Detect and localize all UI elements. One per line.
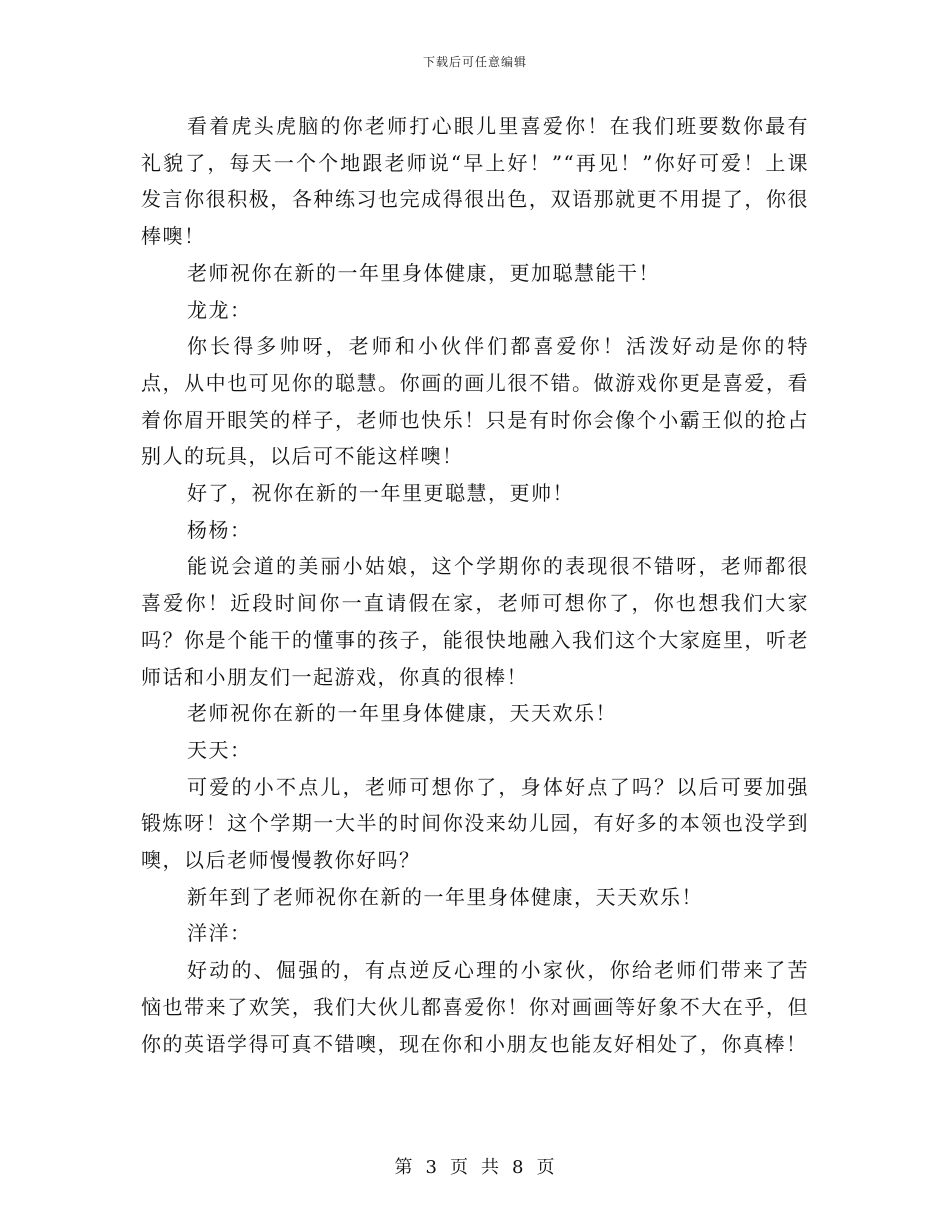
section-heading: 龙龙： — [187, 297, 252, 322]
page-footer — [0, 1153, 950, 1179]
paragraph: 好了，祝你在新的一年里更聪慧，更帅！ — [187, 481, 574, 506]
footer-total-word: 共 — [481, 1157, 500, 1178]
section-heading: 杨杨： — [187, 517, 252, 542]
paragraph: 老师祝你在新的一年里身体健康，天天欢乐！ — [187, 701, 617, 726]
footer-page-word: 页 — [450, 1157, 469, 1178]
current-page-number: 3 — [425, 1157, 438, 1178]
page-header: 下载后可任意编辑 — [422, 55, 527, 69]
total-pages-number: 8 — [512, 1157, 525, 1178]
paragraph: 可爱的小不点儿，老师可想你了，身体好点了吗？以后可要加强锻炼呀！这个学期一大半的时间你没来幼儿园，有好多的本领也没学到噢，以后老师慢慢教你好吗？ — [141, 774, 809, 873]
footer-suffix: 页 — [536, 1157, 556, 1178]
section-heading: 天天： — [187, 737, 252, 762]
paragraph: 新年到了老师祝你在新的一年里身体健康，天天欢乐！ — [187, 884, 703, 909]
footer-prefix: 第 — [394, 1157, 414, 1178]
paragraph: 老师祝你在新的一年里身体健康，更加聪慧能干！ — [187, 260, 660, 285]
paragraph: 能说会道的美丽小姑娘，这个学期你的表现很不错呀，老师都很喜爱你！近段时间你一直请假在家，老师可想你了，你也想我们大家吗？你是个能干的懂事的孩子，能很快地融入我们这个大家庭里，听老师话和小朋友们一起游戏，你真的很棒！ — [141, 554, 809, 689]
paragraph: 看着虎头虎脑的你老师打心眼儿里喜爱你！在我们班要数你最有礼貌了，每天一个个地跟老师说“早上好！”“再见！”你好可爱！上课发言你很积极，各种练习也完成得很出色，双语那就更不用提了，你很棒噢！ — [141, 114, 809, 249]
document-body — [141, 108, 809, 1062]
paragraph: 好动的、倔强的，有点逆反心理的小家伙，你给老师们带来了苦恼也带来了欢笑，我们大伙儿都喜爱你！你对画画等好象不大在乎，但你的英语学得可真不错噢，现在你和小朋友也能友好相处了，你真棒！ — [141, 958, 809, 1056]
section-heading: 洋洋： — [187, 921, 252, 946]
paragraph: 你长得多帅呀，老师和小伙伴们都喜爱你！活泼好动是你的特点，从中也可见你的聪慧。你画的画儿很不错。做游戏你更是喜爱，看着你眉开眼笑的样子，老师也快乐！只是有时你会像个小霸王似的抢占别人的玩具，以后可不能这样噢！ — [141, 334, 809, 469]
